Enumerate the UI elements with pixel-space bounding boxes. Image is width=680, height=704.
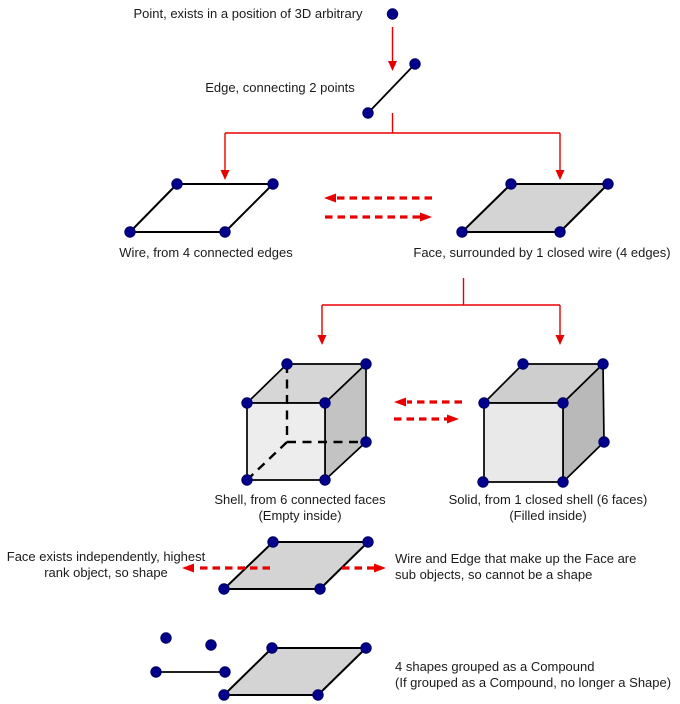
solid-cube	[478, 359, 609, 487]
wire-outline	[130, 184, 273, 232]
face-surface	[462, 184, 608, 232]
wire-label: Wire, from 4 connected edges	[119, 245, 293, 260]
vertex-dot	[125, 227, 135, 237]
vertex-dot	[242, 475, 252, 485]
shell-cube	[242, 359, 371, 485]
point-label: Point, exists in a position of 3D arbitrary	[133, 6, 363, 21]
vertex-dot	[457, 227, 467, 237]
vertex-dot	[518, 359, 528, 369]
face-shape	[457, 179, 613, 237]
vertex-dot	[219, 584, 229, 594]
face-independence-note	[0, 549, 212, 581]
vertex-dot	[220, 227, 230, 237]
solid-caption	[428, 492, 668, 524]
vertex-dot	[603, 179, 613, 189]
vertex-dot	[220, 667, 230, 677]
shell-caption-line2: (Empty inside)	[258, 508, 342, 523]
vertex-dot	[267, 643, 277, 653]
vertex-dot	[320, 475, 330, 485]
vertex-dot	[282, 359, 292, 369]
vertex-dot	[313, 690, 323, 700]
vertex-dot	[161, 633, 171, 643]
vertex-dot	[361, 643, 371, 653]
branch-face-to-shell-solid	[318, 278, 565, 345]
point-node	[387, 9, 397, 19]
vertex-dot	[555, 227, 565, 237]
vertex-dot	[315, 584, 325, 594]
vertex-dot	[361, 437, 371, 447]
left-arrowhead-icon	[324, 194, 336, 203]
solid-caption-line2: (Filled inside)	[509, 508, 587, 523]
solid-caption-line1: Solid, from 1 closed shell (6 faces)	[448, 492, 648, 507]
down-arrowhead-icon	[388, 61, 397, 71]
wire-shape	[125, 179, 278, 237]
face-surface	[224, 648, 366, 695]
vertex-dot	[361, 359, 371, 369]
down-arrowhead-icon	[221, 170, 230, 180]
face-independence-note-line1: Face exists independently, highest	[6, 549, 206, 564]
shell-caption	[190, 492, 410, 524]
vertex-dot	[558, 398, 568, 408]
vertex-dot	[478, 477, 488, 487]
wire-face-exchange-arrows	[324, 194, 432, 222]
vertex-dot	[387, 9, 397, 19]
vertex-dot	[151, 667, 161, 677]
vertex-dot	[219, 690, 229, 700]
down-arrowhead-icon	[556, 170, 565, 180]
face-label: Face, surrounded by 1 closed wire (4 edges)	[413, 245, 671, 260]
right-arrowhead-icon	[420, 213, 432, 222]
subobject-note-line2: sub objects, so cannot be a shape	[395, 567, 593, 582]
down-arrowhead-icon	[556, 335, 565, 345]
vertex-dot	[558, 477, 568, 487]
compound-note-line2: (If grouped as a Compound, no longer a Shape)	[395, 675, 672, 690]
vertex-dot	[363, 108, 373, 118]
branch-edge-to-wire-face	[221, 113, 565, 180]
arrow-point-to-edge	[388, 27, 397, 71]
edge-label: Edge, connecting 2 points	[205, 80, 355, 95]
left-arrowhead-icon	[394, 398, 406, 407]
subobject-note	[395, 551, 636, 583]
branch-lines	[322, 278, 560, 336]
face-surface	[224, 542, 368, 589]
solid-front-face	[484, 403, 563, 482]
compound-note-line1: 4 shapes grouped as a Compound	[395, 659, 595, 674]
vertex-dot	[206, 640, 216, 650]
vertex-dot	[599, 437, 609, 447]
face-independence-note-line2: rank object, so shape	[44, 565, 168, 580]
vertex-dot	[479, 398, 489, 408]
subobject-note-line1: Wire and Edge that make up the Face are	[395, 551, 637, 566]
vertex-dot	[172, 179, 182, 189]
shell-caption-line1: Shell, from 6 connected faces	[214, 492, 386, 507]
independent-face-shape	[182, 537, 386, 594]
down-arrowhead-icon	[318, 335, 327, 345]
vertex-dot	[598, 359, 608, 369]
shell-solid-exchange-arrows	[394, 398, 462, 424]
vertex-dot	[268, 537, 278, 547]
branch-lines	[225, 113, 560, 171]
vertex-dot	[320, 398, 330, 408]
compound-shapes	[151, 633, 371, 700]
compound-note	[395, 659, 671, 691]
vertex-dot	[242, 398, 252, 408]
vertex-dot	[506, 179, 516, 189]
vertex-dot	[363, 537, 373, 547]
right-arrowhead-icon	[374, 564, 386, 573]
right-arrowhead-icon	[447, 415, 459, 424]
vertex-dot	[268, 179, 278, 189]
vertex-dot	[410, 59, 420, 69]
